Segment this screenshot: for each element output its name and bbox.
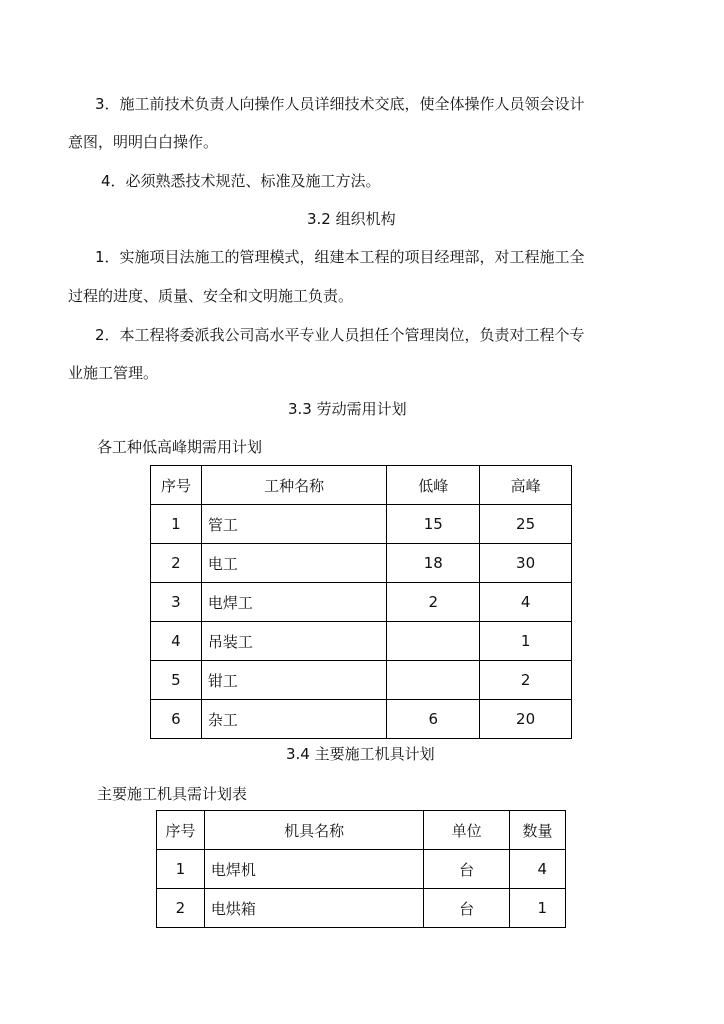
cell-index: 3 xyxy=(151,583,202,622)
cell-index: 1 xyxy=(157,850,205,889)
paragraph-3-line-1: 3．施工前技术负责人向操作人员详细技术交底，使全体操作人员领会设计 xyxy=(95,95,585,113)
header-cell: 序号 xyxy=(157,811,205,850)
table-row xyxy=(157,850,566,889)
table-row xyxy=(151,544,572,583)
header-cell: 机具名称 xyxy=(204,811,423,850)
paragraph-4: 4．必须熟悉技术规范、标准及施工方法。 xyxy=(101,172,381,190)
cell-trade: 杂工 xyxy=(201,700,387,739)
table-row xyxy=(151,700,572,739)
labor-table-caption: 各工种低高峰期需用计划 xyxy=(97,438,263,456)
cell-high: 2 xyxy=(480,661,572,700)
cell-low: 18 xyxy=(387,544,480,583)
cell-high: 30 xyxy=(480,544,572,583)
cell-index: 6 xyxy=(151,700,202,739)
header-cell: 低峰 xyxy=(387,466,480,505)
table-row xyxy=(151,622,572,661)
org-item-1-line-2: 过程的进度、质量、安全和文明施工负责。 xyxy=(68,287,354,305)
cell-unit: 台 xyxy=(424,889,510,928)
cell-trade: 管工 xyxy=(201,505,387,544)
section-3-3-heading: 3.3 劳动需用计划 xyxy=(288,400,407,418)
cell-trade: 吊装工 xyxy=(201,622,387,661)
cell-quantity: 1 xyxy=(510,889,566,928)
org-item-2-line-1: 2．本工程将委派我公司高水平专业人员担任个管理岗位，负责对工程个专 xyxy=(95,326,585,344)
paragraph-3-line-2: 意图，明明白白操作。 xyxy=(68,133,219,151)
cell-high: 4 xyxy=(480,583,572,622)
cell-index: 2 xyxy=(151,544,202,583)
cell-low: 6 xyxy=(387,700,480,739)
cell-high: 25 xyxy=(480,505,572,544)
cell-quantity: 4 xyxy=(510,850,566,889)
cell-low: 2 xyxy=(387,583,480,622)
section-3-4-heading: 3.4 主要施工机具计划 xyxy=(286,745,435,763)
table-row xyxy=(151,505,572,544)
header-cell: 序号 xyxy=(151,466,202,505)
cell-low xyxy=(387,661,480,700)
header-cell: 数量 xyxy=(510,811,566,850)
cell-trade: 电焊工 xyxy=(201,583,387,622)
section-3-2-heading: 3.2 组织机构 xyxy=(307,210,396,228)
table-header-row xyxy=(157,811,566,850)
cell-high: 1 xyxy=(480,622,572,661)
header-cell: 工种名称 xyxy=(201,466,387,505)
org-item-2-line-2: 业施工管理。 xyxy=(68,364,159,382)
table-row xyxy=(151,661,572,700)
table-header-row xyxy=(151,466,572,505)
org-item-1-line-1: 1．实施项目法施工的管理模式，组建本工程的项目经理部，对工程施工全 xyxy=(95,248,585,266)
cell-trade: 电工 xyxy=(201,544,387,583)
table-row xyxy=(151,583,572,622)
header-cell: 单位 xyxy=(424,811,510,850)
labor-plan-table xyxy=(150,465,572,739)
cell-unit: 台 xyxy=(424,850,510,889)
cell-equipment-name: 电焊机 xyxy=(204,850,423,889)
cell-index: 5 xyxy=(151,661,202,700)
cell-low xyxy=(387,622,480,661)
cell-equipment-name: 电烘箱 xyxy=(204,889,423,928)
header-cell: 高峰 xyxy=(480,466,572,505)
cell-low: 15 xyxy=(387,505,480,544)
equipment-table-caption: 主要施工机具需计划表 xyxy=(97,785,248,803)
cell-trade: 钳工 xyxy=(201,661,387,700)
cell-high: 20 xyxy=(480,700,572,739)
equipment-plan-table xyxy=(156,810,566,928)
cell-index: 4 xyxy=(151,622,202,661)
cell-index: 1 xyxy=(151,505,202,544)
cell-index: 2 xyxy=(157,889,205,928)
table-row xyxy=(157,889,566,928)
